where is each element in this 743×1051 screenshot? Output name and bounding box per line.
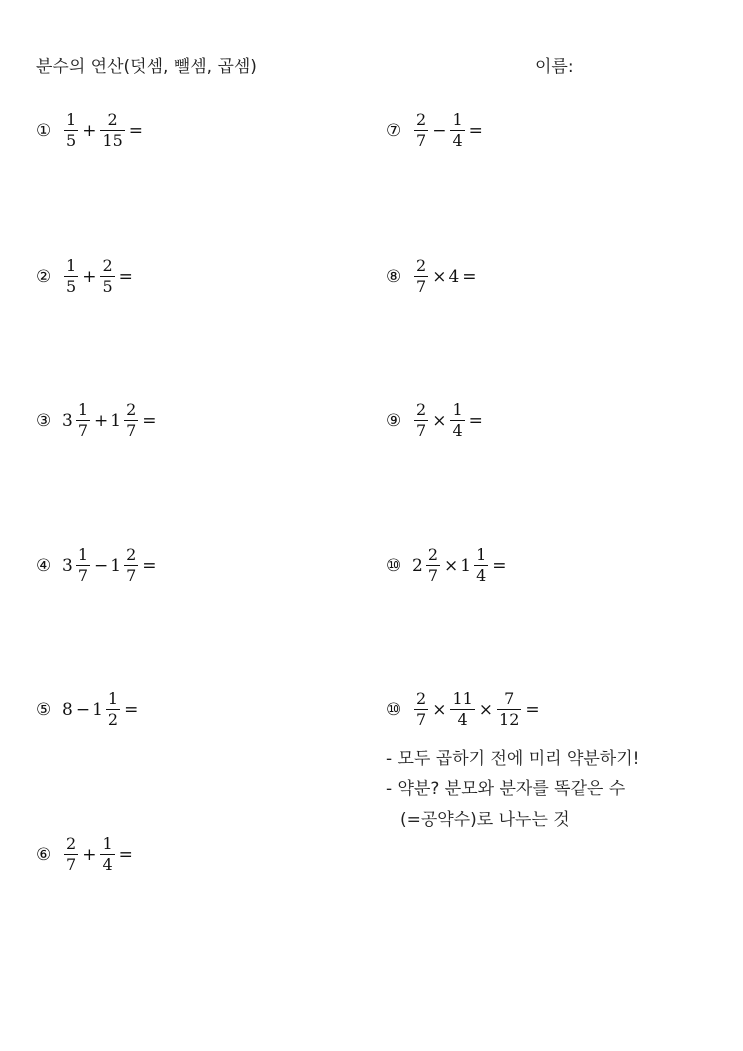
numerator: 2 — [416, 400, 427, 419]
fraction — [76, 402, 90, 439]
numerator: 2 — [427, 545, 439, 564]
operator: × — [432, 266, 447, 287]
numerator: 2 — [126, 545, 137, 564]
expression — [62, 112, 145, 149]
numerator: 2 — [416, 689, 427, 708]
denominator: 15 — [102, 131, 123, 150]
fraction — [426, 547, 440, 584]
problem-number: ⑥ — [36, 844, 52, 865]
operator: × — [444, 555, 459, 576]
problem-10 — [386, 547, 509, 584]
whole-number: 4 — [448, 266, 460, 287]
problem-11 — [386, 691, 542, 728]
numerator: 7 — [504, 689, 515, 708]
operator: = — [128, 120, 144, 141]
problem-4 — [36, 547, 159, 584]
expression — [412, 402, 485, 439]
fraction — [124, 402, 138, 439]
note-line-2: - 약분? 분모와 분자를 똑같은 수 — [386, 779, 626, 799]
problem-number: ④ — [36, 555, 52, 576]
problem-7 — [386, 112, 485, 149]
fraction — [414, 402, 428, 439]
operator: = — [142, 555, 157, 576]
fraction — [64, 836, 78, 873]
fraction — [124, 547, 138, 584]
operator: + — [82, 266, 97, 287]
denominator: 5 — [66, 131, 77, 150]
fraction — [106, 691, 120, 728]
operator: + — [82, 120, 97, 141]
fraction — [64, 258, 78, 295]
operator: × — [478, 699, 494, 720]
denominator: 7 — [416, 131, 427, 150]
fraction — [414, 112, 428, 149]
whole-number: 1 — [92, 699, 103, 720]
fraction — [100, 836, 114, 873]
numerator: 11 — [452, 689, 473, 708]
operator: × — [432, 410, 447, 431]
problem-number: ⑩ — [386, 555, 402, 576]
numerator: 2 — [107, 110, 118, 129]
problem-number: ③ — [36, 410, 52, 431]
numerator: 1 — [77, 400, 89, 419]
denominator: 4 — [102, 855, 113, 874]
numerator: 1 — [452, 110, 463, 129]
numerator: 1 — [107, 689, 119, 708]
operator: × — [432, 699, 447, 720]
operator: + — [94, 410, 109, 431]
fraction — [76, 547, 90, 584]
whole-number: 1 — [110, 410, 122, 431]
numerator: 2 — [416, 256, 427, 275]
operator: = — [118, 844, 133, 865]
problem-number: ② — [36, 266, 52, 287]
problem-6 — [36, 836, 135, 873]
denominator: 5 — [66, 277, 77, 296]
denominator: 7 — [126, 566, 137, 585]
denominator: 7 — [77, 566, 89, 585]
fraction — [100, 112, 124, 149]
expression — [62, 258, 135, 295]
operator: = — [124, 699, 139, 720]
expression — [62, 402, 159, 439]
fraction — [450, 112, 464, 149]
expression — [62, 547, 159, 584]
fraction — [474, 547, 488, 584]
denominator: 12 — [499, 710, 520, 729]
whole-number: 3 — [62, 410, 73, 431]
operator: = — [525, 699, 540, 720]
expression — [412, 112, 485, 149]
operator: = — [462, 266, 477, 287]
fraction — [414, 258, 428, 295]
denominator: 7 — [77, 421, 89, 440]
denominator: 7 — [416, 277, 427, 296]
problem-3 — [36, 402, 159, 439]
operator: − — [432, 120, 447, 141]
expression — [412, 547, 509, 584]
whole-number: 1 — [460, 555, 472, 576]
operator: = — [142, 410, 157, 431]
problem-number: ⑨ — [386, 410, 402, 431]
operator: = — [492, 555, 507, 576]
problem-5 — [36, 691, 140, 728]
denominator: 4 — [452, 421, 463, 440]
denominator: 7 — [66, 855, 77, 874]
numerator: 1 — [77, 545, 89, 564]
denominator: 4 — [452, 131, 463, 150]
numerator: 2 — [66, 834, 77, 853]
problem-9 — [386, 402, 485, 439]
expression — [412, 691, 542, 728]
expression — [412, 258, 479, 295]
denominator: 7 — [416, 421, 427, 440]
denominator: 7 — [416, 710, 427, 729]
note-line-3: (=공약수)로 나누는 것 — [400, 810, 570, 830]
operator: − — [75, 699, 91, 720]
numerator: 1 — [452, 400, 463, 419]
worksheet-title: 분수의 연산(덧셈, 뺄셈, 곱셈) — [36, 57, 257, 77]
fraction — [450, 691, 474, 728]
problem-number: ⑧ — [386, 266, 402, 287]
denominator: 2 — [107, 710, 119, 729]
expression — [62, 836, 135, 873]
operator: = — [468, 410, 483, 431]
denominator: 7 — [126, 421, 137, 440]
note-line-1: - 모두 곱하기 전에 미리 약분하기! — [386, 749, 640, 769]
operator: + — [82, 844, 97, 865]
fraction — [414, 691, 428, 728]
denominator: 5 — [102, 277, 113, 296]
fraction — [497, 691, 521, 728]
operator: − — [94, 555, 109, 576]
whole-number: 3 — [62, 555, 73, 576]
numerator: 1 — [66, 256, 77, 275]
whole-number: 8 — [62, 699, 73, 720]
problem-number: ① — [36, 120, 52, 141]
numerator: 2 — [126, 400, 137, 419]
problem-number: ⑤ — [36, 699, 52, 720]
denominator: 7 — [427, 566, 439, 585]
operator: = — [118, 266, 133, 287]
problem-1 — [36, 112, 145, 149]
problem-number: ⑩ — [386, 699, 402, 720]
fraction — [450, 402, 464, 439]
denominator: 4 — [457, 710, 468, 729]
numerator: 1 — [66, 110, 77, 129]
fraction — [100, 258, 114, 295]
expression — [62, 691, 140, 728]
denominator: 4 — [476, 566, 487, 585]
numerator: 2 — [416, 110, 427, 129]
problem-2 — [36, 258, 135, 295]
problem-8 — [386, 258, 479, 295]
whole-number: 1 — [110, 555, 122, 576]
name-label: 이름: — [535, 57, 574, 77]
numerator: 2 — [102, 256, 113, 275]
problem-number: ⑦ — [386, 120, 402, 141]
numerator: 1 — [102, 834, 113, 853]
fraction — [64, 112, 78, 149]
numerator: 1 — [476, 545, 487, 564]
operator: = — [468, 120, 483, 141]
whole-number: 2 — [412, 555, 423, 576]
